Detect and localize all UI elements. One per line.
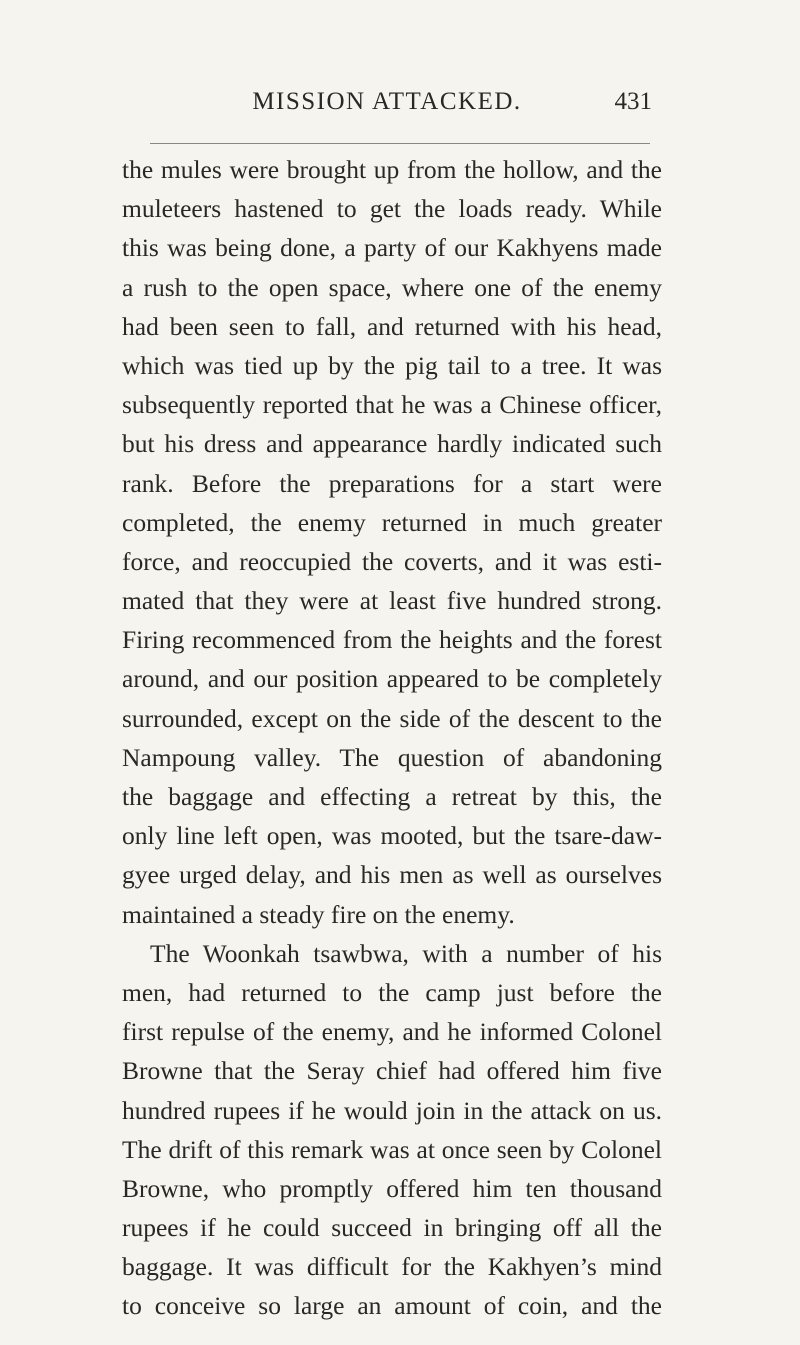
text-line: The drift of this remark was at once seen by Colonel [122, 1134, 662, 1164]
body-text [122, 150, 662, 1326]
running-head [122, 86, 652, 126]
text-line: the mules were brought up from the hollow, and the [122, 155, 662, 184]
text-line: surrounded, except on the side of the descent to the [122, 703, 662, 733]
header-rule [150, 143, 650, 144]
text-line: muleteers hastened to get the loads ready. While [122, 194, 662, 224]
text-line: gyee urged delay, and his men as well as ourselves [122, 860, 662, 890]
text-line: a rush to the open space, where one of the enemy [122, 272, 662, 302]
text-line: maintained a steady fire on the enemy. [122, 899, 515, 929]
text-line: the baggage and effecting a retreat by this, the [122, 782, 662, 811]
text-line: first repulse of the enemy, and he informed Colonel [122, 1017, 662, 1047]
text-line: but his dress and appearance hardly indicated such [122, 429, 662, 459]
text-line: baggage. It was difficult for the Kakhyen’s mind [122, 1252, 662, 1282]
running-title: MISSION ATTACKED. [252, 88, 522, 115]
text-line: to conceive so large an amount of coin, and the [122, 1291, 662, 1321]
text-line: The Woonkah tsawbwa, with a number of his [150, 938, 662, 968]
text-line: subsequently reported that he was a Chinese officer, [122, 390, 662, 420]
text-line: Browne that the Seray chief had offered him five [122, 1056, 662, 1086]
text-line: mated that they were at least five hundred strong. [122, 586, 662, 616]
text-line: which was tied up by the pig tail to a tree. It was [122, 350, 662, 380]
text-line: men, had returned to the camp just before the [122, 977, 662, 1007]
text-line: Firing recommenced from the heights and the forest [122, 625, 662, 655]
text-line: had been seen to fall, and returned with his head, [122, 311, 662, 341]
text-line: Nampoung valley. The question of abandoning [122, 742, 662, 772]
text-line: Browne, who promptly offered him ten thousand [122, 1173, 662, 1203]
text-line: this was being done, a party of our Kakhyens made [122, 233, 662, 263]
text-line: completed, the enemy returned in much greater [122, 507, 662, 537]
text-line: around, and our position appeared to be completely [122, 664, 662, 694]
text-line: rupees if he could succeed in bringing off all the [122, 1213, 662, 1243]
text-line: rank. Before the preparations for a start were [122, 468, 662, 498]
text-line: only line left open, was mooted, but the tsare-daw- [122, 821, 662, 851]
text-line: hundred rupees if he would join in the attack on us. [122, 1095, 662, 1125]
text-line: force, and reoccupied the coverts, and it was esti- [122, 546, 662, 576]
page-number: 431 [614, 88, 652, 115]
